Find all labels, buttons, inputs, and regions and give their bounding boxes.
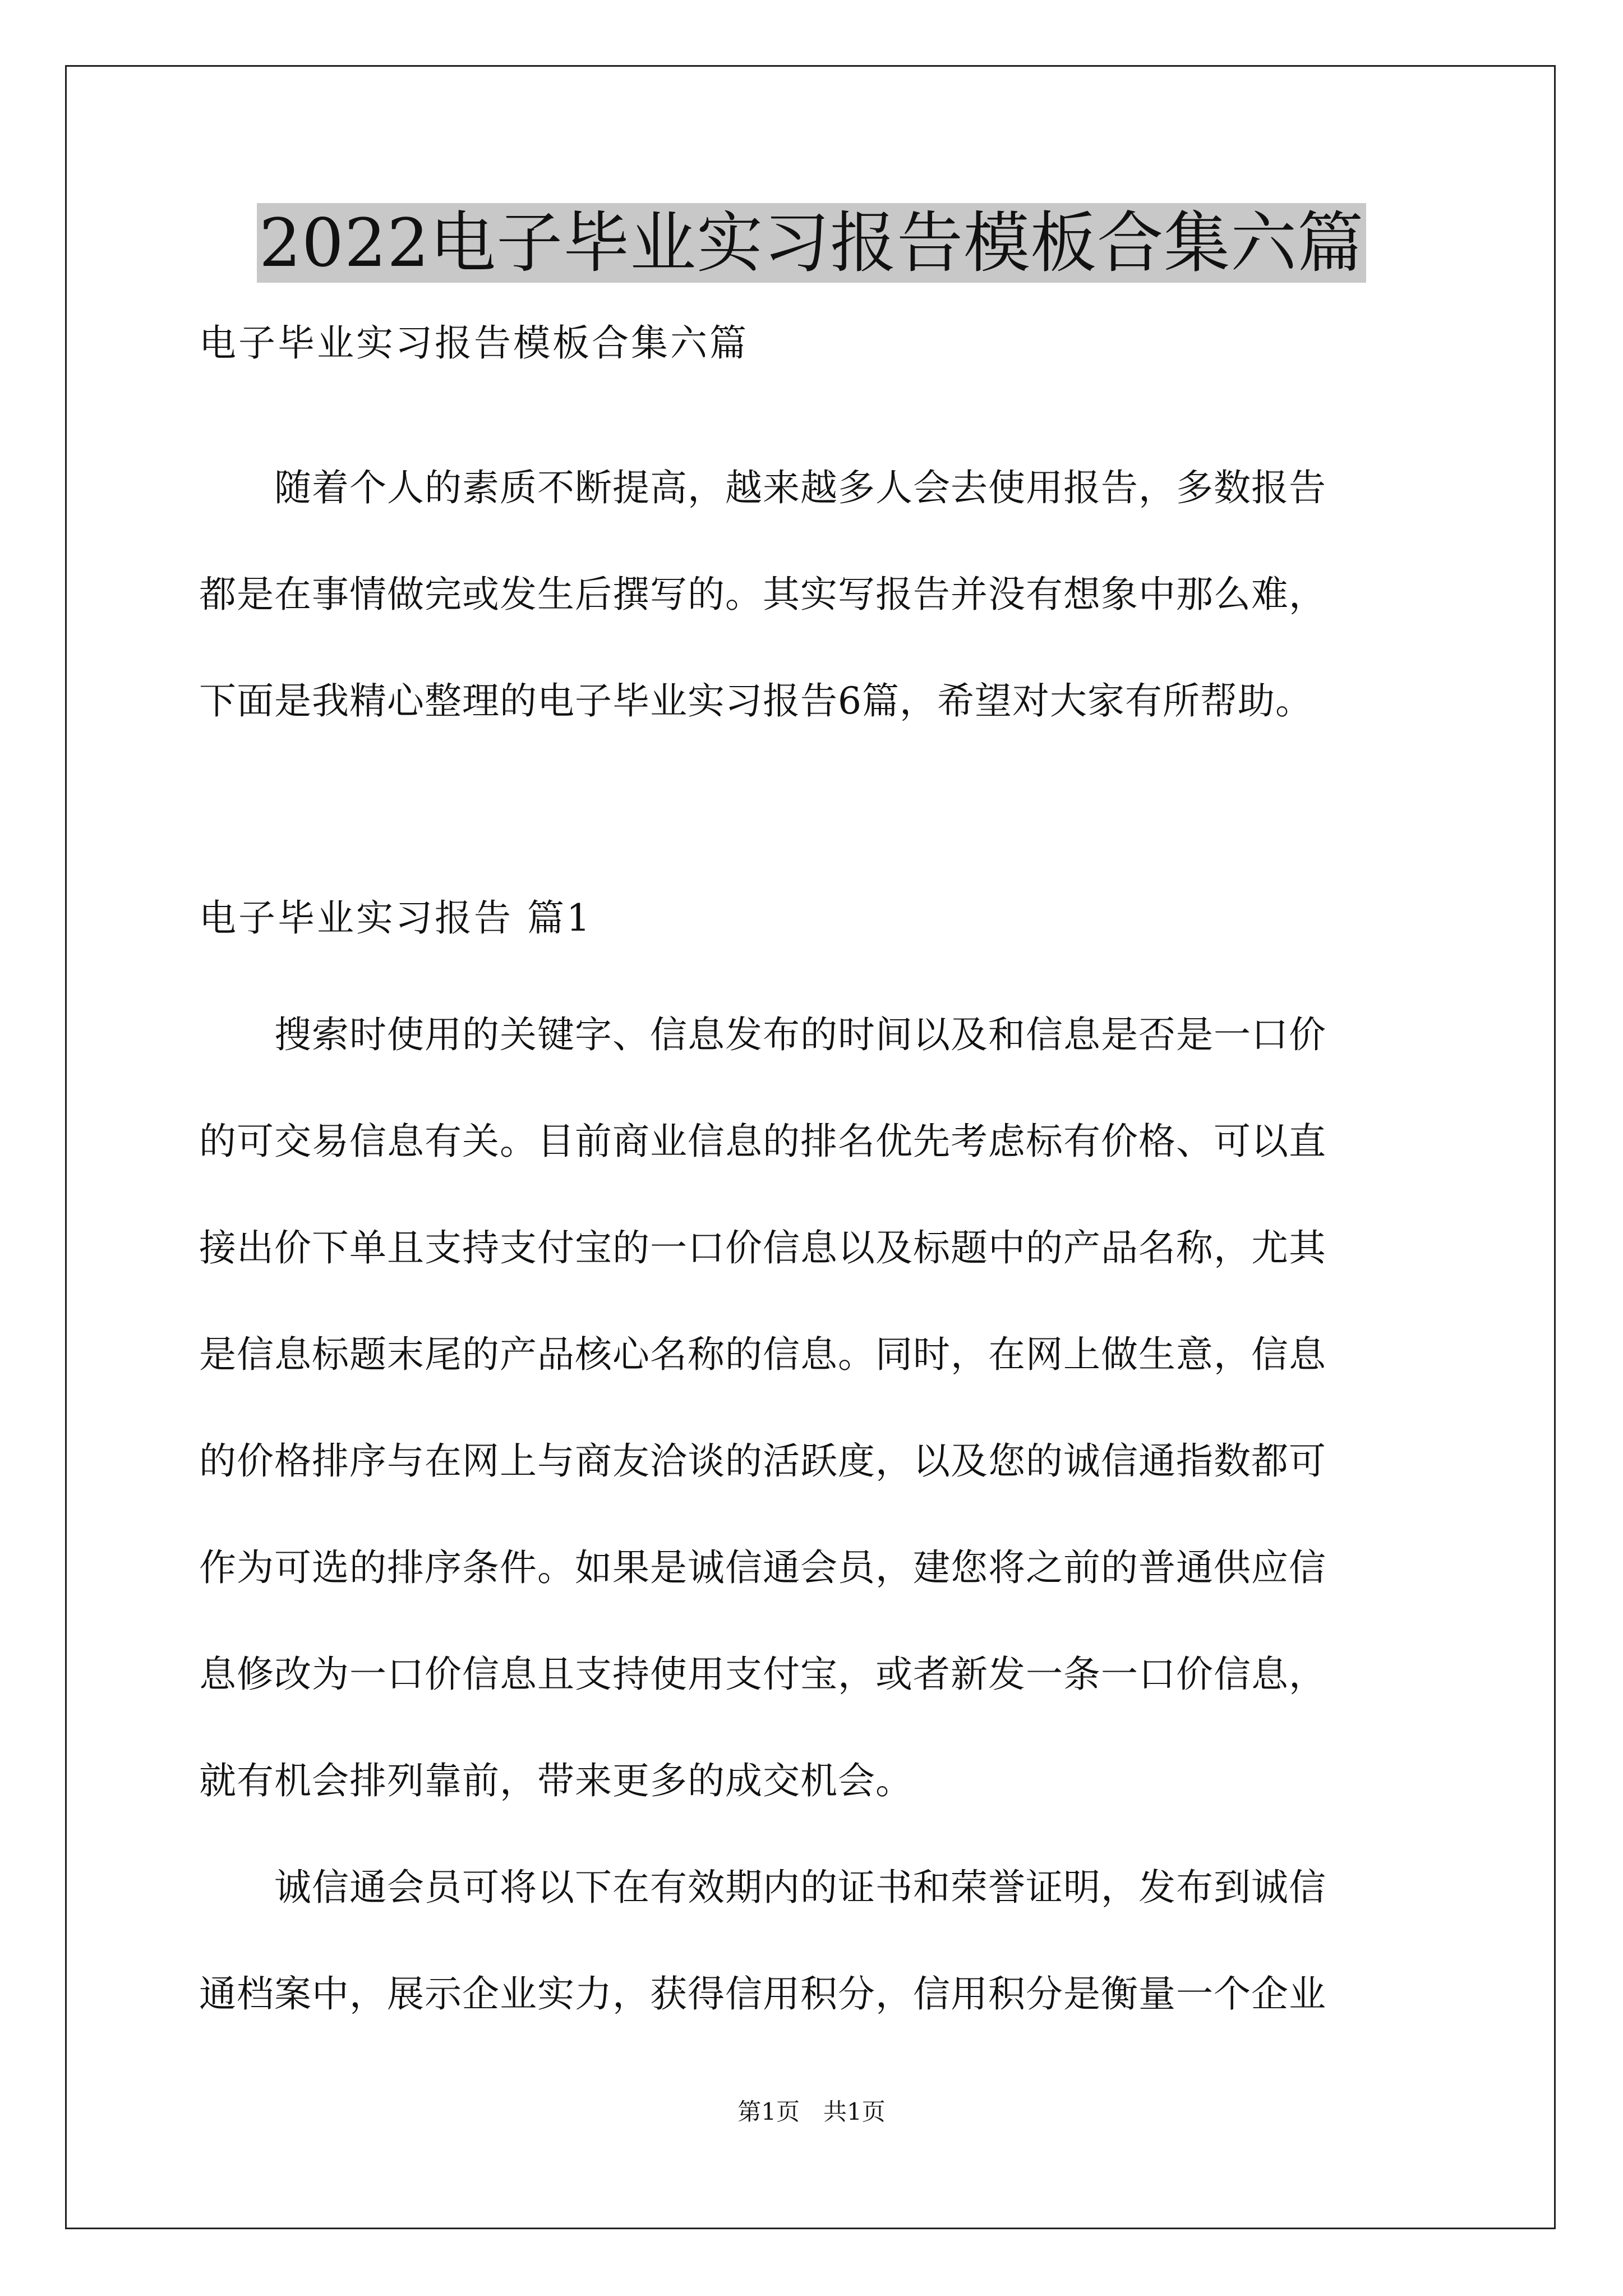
document-subtitle: 电子毕业实习报告模板合集六篇	[199, 321, 749, 365]
body-line: 诚信通会员可将以下在有效期内的证书和荣誉证明，发布到诚信	[199, 1866, 1326, 1909]
body-line: 作为可选的排序条件。如果是诚信通会员，建您将之前的普通供应信	[199, 1546, 1326, 1589]
body-line: 的可交易信息有关。目前商业信息的排名优先考虑标有价格、可以直	[199, 1120, 1326, 1163]
body-line: 就有机会排列靠前，带来更多的成交机会。	[199, 1759, 913, 1802]
intro-paragraph	[199, 435, 1427, 754]
body-line: 通档案中，展示企业实力，获得信用积分，信用积分是衡量一个企业	[199, 1972, 1326, 2016]
title-container	[0, 203, 1623, 283]
intro-line: 下面是我精心整理的电子毕业实习报告6篇，希望对大家有所帮助。	[199, 679, 1313, 723]
body-line: 搜索时使用的关键字、信息发布的时间以及和信息是否是一口价	[199, 1013, 1326, 1056]
body-line: 接出价下单且支持支付宝的一口价信息以及标题中的产品名称，尤其	[199, 1226, 1326, 1269]
body-line: 的价格排序与在网上与商友洽谈的活跃度，以及您的诚信通指数都可	[199, 1439, 1326, 1483]
section1-body	[199, 982, 1427, 2047]
body-line: 是信息标题末尾的产品核心名称的信息。同时，在网上做生意，信息	[199, 1333, 1326, 1376]
document-title: 2022电子毕业实习报告模板合集六篇	[257, 203, 1366, 283]
body-line: 息修改为一口价信息且支持使用支付宝，或者新发一条一口价信息，	[199, 1653, 1326, 1696]
intro-line: 都是在事情做完或发生后撰写的。其实写报告并没有想象中那么难，	[199, 573, 1326, 616]
section-heading: 电子毕业实习报告 篇1	[199, 896, 592, 940]
intro-line: 随着个人的素质不断提高，越来越多人会去使用报告，多数报告	[199, 466, 1326, 509]
page-footer: 第1页 共1页	[737, 2098, 886, 2125]
